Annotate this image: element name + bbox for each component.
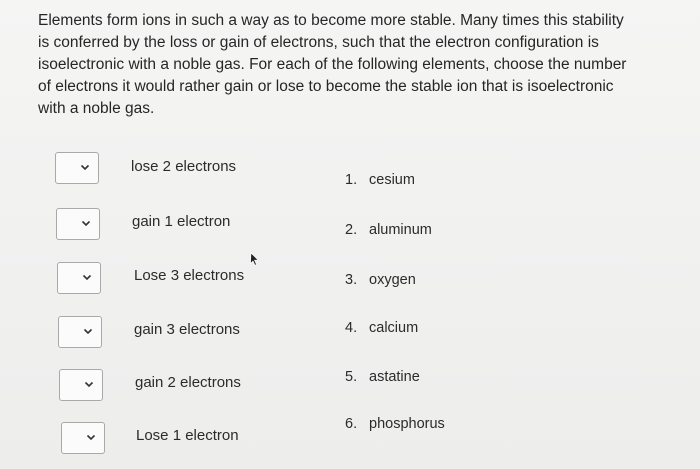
answer-select-4[interactable] [58, 316, 102, 348]
option-number: 1. [345, 172, 358, 188]
chevron-down-icon [86, 432, 96, 442]
answer-select-2[interactable] [56, 208, 100, 240]
option-number: 4. [345, 320, 358, 336]
answer-select-5[interactable] [59, 369, 103, 401]
option-number: 2. [345, 222, 358, 238]
chevron-down-icon [83, 326, 93, 336]
option-name: cesium [369, 172, 415, 188]
option-name: calcium [369, 320, 419, 336]
answer-select-3[interactable] [57, 262, 101, 294]
chevron-down-icon [82, 272, 92, 282]
chevron-down-icon [84, 379, 94, 389]
option-item-6 [345, 416, 445, 432]
option-number: 3. [345, 272, 358, 288]
option-item-2 [345, 222, 432, 238]
option-number: 5. [345, 369, 358, 385]
answer-label-6: Lose 1 electron [136, 427, 239, 444]
chevron-down-icon [81, 218, 91, 228]
option-item-1 [345, 172, 415, 188]
question-text: Elements form ions in such a way as to become more stable. Many times this stability is conferred by the loss or gain of electrons, such that the electron configuration is isoelectronic with a noble gas. For each of the following elements, choose the number of electrons it would rather gain or lose to become the stable ion that is isoelectronic with a noble gas. [38, 12, 627, 117]
option-name: aluminum [369, 222, 432, 238]
chevron-down-icon [80, 162, 90, 172]
option-item-3 [345, 272, 416, 288]
answer-label-2: gain 1 electron [132, 213, 231, 230]
option-name: phosphorus [369, 416, 445, 432]
option-item-4 [345, 320, 418, 336]
option-number: 6. [345, 416, 358, 432]
option-item-5 [345, 369, 420, 385]
answer-label-1: lose 2 electrons [131, 158, 237, 175]
option-name: oxygen [369, 272, 416, 288]
answer-select-6[interactable] [61, 422, 105, 454]
mouse-pointer-icon [247, 252, 261, 266]
answer-label-4: gain 3 electrons [134, 321, 240, 338]
answer-select-1[interactable] [55, 152, 99, 184]
option-name: astatine [369, 369, 420, 385]
answer-label-5: gain 2 electrons [135, 374, 241, 391]
answer-label-3: Lose 3 electrons [134, 267, 245, 284]
